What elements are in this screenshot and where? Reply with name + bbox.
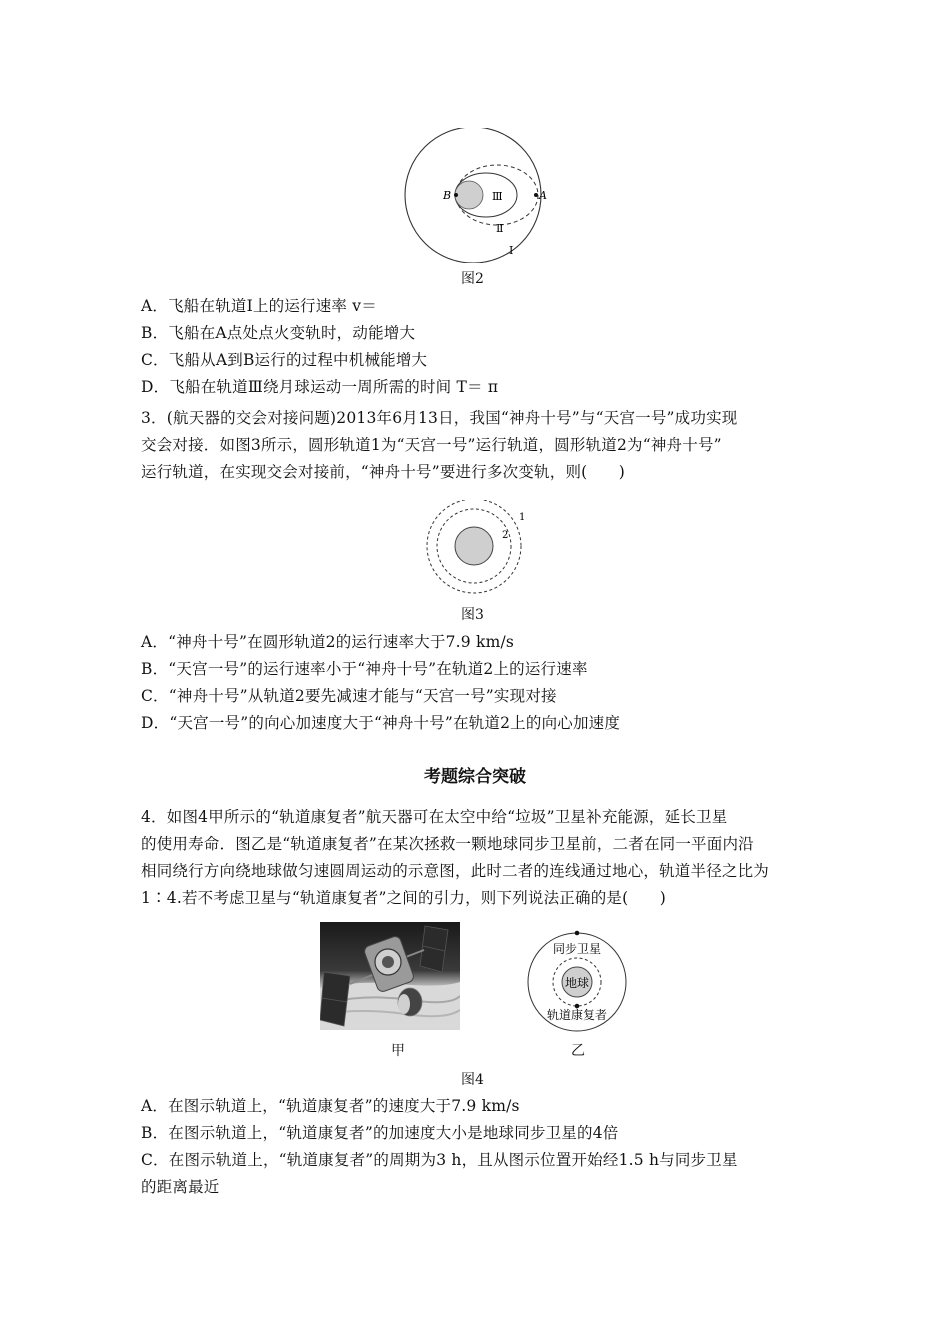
q4-option-b: B．在图示轨道上，“轨道康复者”的加速度大小是地球同步卫星的4倍 (141, 1124, 619, 1142)
label-rescuer: 轨道康复者 (546, 1008, 608, 1022)
label-b: B (443, 189, 452, 202)
q2-option-a: A．飞船在轨道Ⅰ上的运行速率 v＝ (141, 297, 377, 315)
point-a-dot (534, 193, 538, 197)
q3-stem-line-3: 运行轨道，在实现交会对接前，“神舟十号”要进行多次变轨，则( ) (141, 463, 626, 481)
label-orbit-1: Ⅰ (509, 244, 514, 257)
point-b-dot (454, 193, 458, 197)
q4-stem-line-3: 相同绕行方向绕地球做匀速圆周运动的示意图，此时二者的连线通过地心，轨道半径之比为 (141, 862, 770, 880)
figure-3-caption: 图3 (461, 607, 484, 623)
q4-stem-line-4: 1∶4.若不考虑卫星与“轨道康复者”之间的引力，则下列说法正确的是( ) (141, 889, 666, 907)
label-orbit-3: Ⅲ (492, 190, 503, 203)
q3-stem-line-1: 3．(航天器的交会对接问题)2013年6月13日，我国“神舟十号”与“天宫一号”成功实现 (141, 409, 738, 427)
label-orbit-2: Ⅱ (496, 222, 504, 235)
figure-2-caption: 图2 (461, 271, 484, 287)
q4-stem-line-1: 4．如图4甲所示的“轨道康复者”航天器可在太空中给“垃圾”卫星补充能源，延长卫星 (141, 808, 728, 826)
q4-option-c-line-1: C．在图示轨道上，“轨道康复者”的周期为3 h，且从图示位置开始经1.5 h与同步卫星 (141, 1151, 738, 1169)
figure-4-orbit-diagram (526, 930, 630, 1032)
q2-option-b: B．飞船在A点处点火变轨时，动能增大 (141, 324, 416, 342)
q4-stem-line-2: 的使用寿命．图乙是“轨道康复者”在某次拯救一颗地球同步卫星前，二者在同一平面内沿 (141, 835, 754, 853)
q3-option-d: D．“天宫一号”的向心加速度大于“神舟十号”在轨道2上的向心加速度 (141, 714, 621, 732)
q2-option-c: C．飞船从A到B运行的过程中机械能增大 (141, 351, 428, 369)
earth (455, 527, 493, 565)
q3-option-b: B．“天宫一号”的运行速率小于“神舟十号”在轨道2上的运行速率 (141, 660, 588, 678)
label-orbit-2: 2 (502, 530, 509, 541)
q3-stem-line-2: 交会对接．如图3所示，圆形轨道1为“天宫一号”运行轨道，圆形轨道2为“神舟十号” (141, 436, 722, 454)
figure-4-label-jia: 甲 (391, 1043, 405, 1059)
sync-satellite-dot (575, 931, 580, 936)
q2-option-d: D．飞船在轨道Ⅲ绕月球运动一周所需的时间 T＝ π (141, 378, 499, 396)
section-title: 考题综合突破 (424, 767, 526, 787)
q3-option-c: C．“神舟十号”从轨道2要先减速才能与“天宫一号”实现对接 (141, 687, 557, 705)
label-orbit-1: 1 (519, 512, 526, 523)
figure-2-orbits (395, 128, 555, 263)
figure-4-caption: 图4 (461, 1072, 484, 1088)
figure-3-orbits (418, 500, 533, 600)
label-a: A (539, 189, 547, 202)
q4-option-c-line-2: 的距离最近 (141, 1178, 220, 1196)
label-earth: 地球 (564, 976, 590, 990)
label-sync-satellite: 同步卫星 (552, 942, 602, 956)
moon (455, 181, 483, 209)
q4-option-a: A．在图示轨道上，“轨道康复者”的速度大于7.9 km/s (141, 1097, 520, 1115)
q3-option-a: A．“神舟十号”在圆形轨道2的运行速率大于7.9 km/s (141, 633, 515, 651)
figure-4-label-yi: 乙 (571, 1043, 585, 1059)
figure-4-photo-spacecraft (320, 922, 460, 1030)
